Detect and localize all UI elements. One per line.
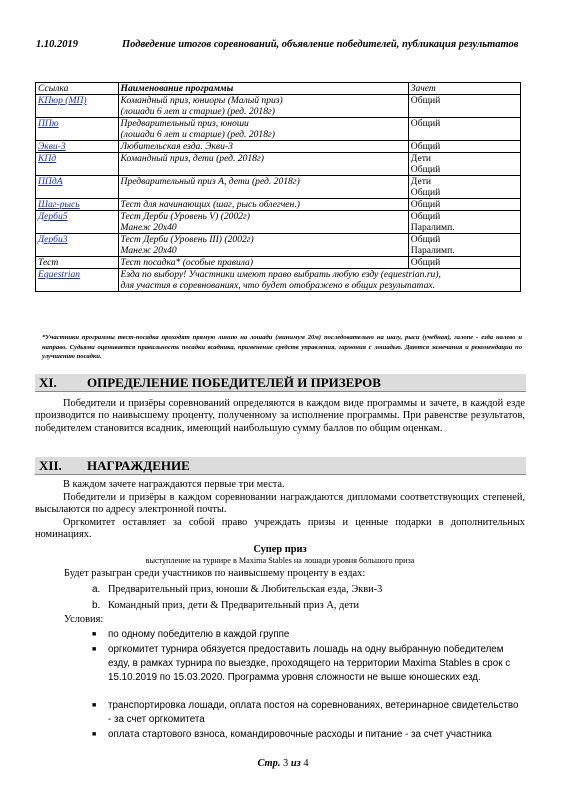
program-link[interactable]: Экви-3 [38,141,66,152]
program-link[interactable]: КПюр (МП) [38,95,87,106]
table-row [36,199,521,211]
program-link[interactable]: Дерби3 [38,234,68,245]
column-header-link: Ссылка [36,83,119,95]
prize-option-a: Предварительный приз, юноши & Любительская езда, Экви-3 [108,584,383,595]
program-zachet: Общий [410,211,441,222]
bullet-square-icon: ■ [92,730,97,738]
column-header-name: Наименование программы [118,83,408,95]
program-name-extra: (лошади 6 лет и старше) (ред. 2018г) [120,129,275,140]
schedule-description: Подведение итогов соревнований, объявление победителей, публикация результатов [122,39,519,50]
table-footnote: *Участники программы тест-посадка проходят прямую линию на лошади (минимум 20м) последовательно на шагу, рыси (учебная), галопе - езда налево и направо. Судьями оценивается правильность посадки всадника, применение средств управления, гармония с лошадью. Даются замечания и рекомендации по улучшению посадки. [42,334,522,360]
table-row [36,153,521,176]
award-paragraph-3: Оргкомитет оставляет за собой право учреждать призы и ценные подарки в дополнительных номинациях. [35,517,525,541]
program-name-extra: (лошади 6 лет и старше) (ред. 2018г) [120,106,275,117]
bullet-square-icon: ■ [92,701,97,709]
super-prize-title: Супер приз [253,544,307,555]
page-total: 4 [303,758,309,769]
program-name: Езда по выбору! Участники имеют право выбрать любую езду (equestrian.ru), [120,269,441,280]
program-link[interactable]: ППю [38,118,59,129]
program-name: Любительская езда. Экви-3 [120,141,233,152]
bullet-square-icon: ■ [92,630,97,638]
list-marker-b: b. [92,600,101,611]
program-zachet: Общий [410,257,441,268]
condition-item: по одному победителю в каждой группе [108,629,290,640]
table-row [36,118,521,141]
condition-item: транспортировка лошади, оплата постоя на соревнованиях, ветеринарное свидетельство - за счет оргкомитета [108,700,519,725]
program-name: Предварительный приз А, дети (ред. 2018г) [120,176,300,187]
program-zachet: Дети [410,176,432,187]
table-row [36,211,521,234]
section-heading-xi [35,374,526,392]
table-row [36,141,521,153]
schedule-date: 1.10.2019 [36,39,78,50]
program-name-extra: Манеж 20х40 [120,222,177,233]
column-header-zachet: Зачет [408,83,520,95]
list-marker-a: a. [92,584,101,595]
section-xi-text: Победители и призёры соревнований определяются в каждом виде программы и зачете, в каждой езде производится по наивысшему проценту, полученному за исполнение программы. При равенстве результатов, победителем становится всадник, имеющий наибольшую сумму баллов по общим оценкам. [35,398,525,434]
program-zachet: Дети [410,153,432,164]
program-zachet: Общий [410,199,441,210]
table-row [36,257,521,269]
page-label: Стр. [257,758,281,769]
table-header-row [36,83,521,95]
program-zachet-extra: Паралимп. [410,245,455,256]
award-paragraph-2: Победители и призёры в каждом соревновании награждаются дипломами соответствующих степеней, высылаются по адресу электронной почты. [35,492,525,516]
program-link[interactable]: КПд [38,153,57,164]
table-row [36,176,521,199]
program-link[interactable]: Дерби5 [38,211,68,222]
section-title: ОПРЕДЕЛЕНИЕ ПОБЕДИТЕЛЕЙ И ПРИЗЕРОВ [87,375,381,390]
table-row [36,95,521,118]
program-zachet-extra: Общий [410,164,441,175]
program-table [35,82,521,292]
condition-item: оплата стартового взноса, командировочные расходы и питание - за счет участника [108,729,492,740]
table-row [36,269,521,292]
program-link[interactable]: ППдА [38,176,63,187]
conditions-label: Условия: [64,614,104,625]
program-link[interactable]: Шаг-рысь [38,199,80,210]
program-link[interactable]: Equestrian [38,269,81,280]
program-name: Предварительный приз, юноши [120,118,249,129]
section-heading-xii [35,457,526,475]
table-row [36,234,521,257]
condition-item: оргкомитет турнира обязуется предоставить лошадь на одну выбранную победителем езду, в рамках турнира по выездке, проходящего на территории Maxima Stables в срок с 15.10.2019 по 15.03.2020. Программа уровня сложности не выше юношеских езд. [108,644,511,683]
program-zachet-extra: Общий [410,187,441,198]
program-zachet-extra: Паралимп. [410,222,455,233]
program-zachet: Общий [410,118,441,129]
program-zachet: Общий [410,95,441,106]
section-title: НАГРАЖДЕНИЕ [87,458,190,473]
page-number [0,758,566,769]
program-name: Тест Дерби (Уровень III) (2002г) [120,234,254,245]
program-zachet: Общий [410,141,441,152]
super-prize-subtitle: выступление на турнире в Maxima Stables на лошади уровня большого приза [145,556,415,565]
page-sep: из [290,758,301,769]
page-current: 3 [283,758,289,769]
program-name: Командный приз, юниоры (Малый приз) [120,95,283,106]
section-number: XI. [39,375,57,390]
program-name-extra: Манеж 20х40 [120,245,177,256]
program-name: Командный приз, дети (ред. 2018г) [120,153,264,164]
section-number: XII. [39,458,62,473]
program-name: Тест Дерби (Уровень V) (2002г) [120,211,250,222]
program-name-extra: для участия в соревнованиях, что будет отображено в общих результатах. [120,280,436,291]
program-zachet: Общий [410,234,441,245]
prize-intro: Будет разыгран среди участников по наивысшему проценту в ездах: [64,568,366,579]
program-link-text: Тест [38,257,59,268]
program-name: Тест для начинающих (шаг, рысь облегчен.) [120,199,300,210]
program-name: Тест посадка* (особые правила) [120,257,254,268]
bullet-square-icon: ■ [92,645,97,653]
prize-option-b: Командный приз, дети & Предварительный приз А, дети [108,600,360,611]
award-paragraph-1: В каждом зачете награждаются первые три места. [63,479,285,490]
